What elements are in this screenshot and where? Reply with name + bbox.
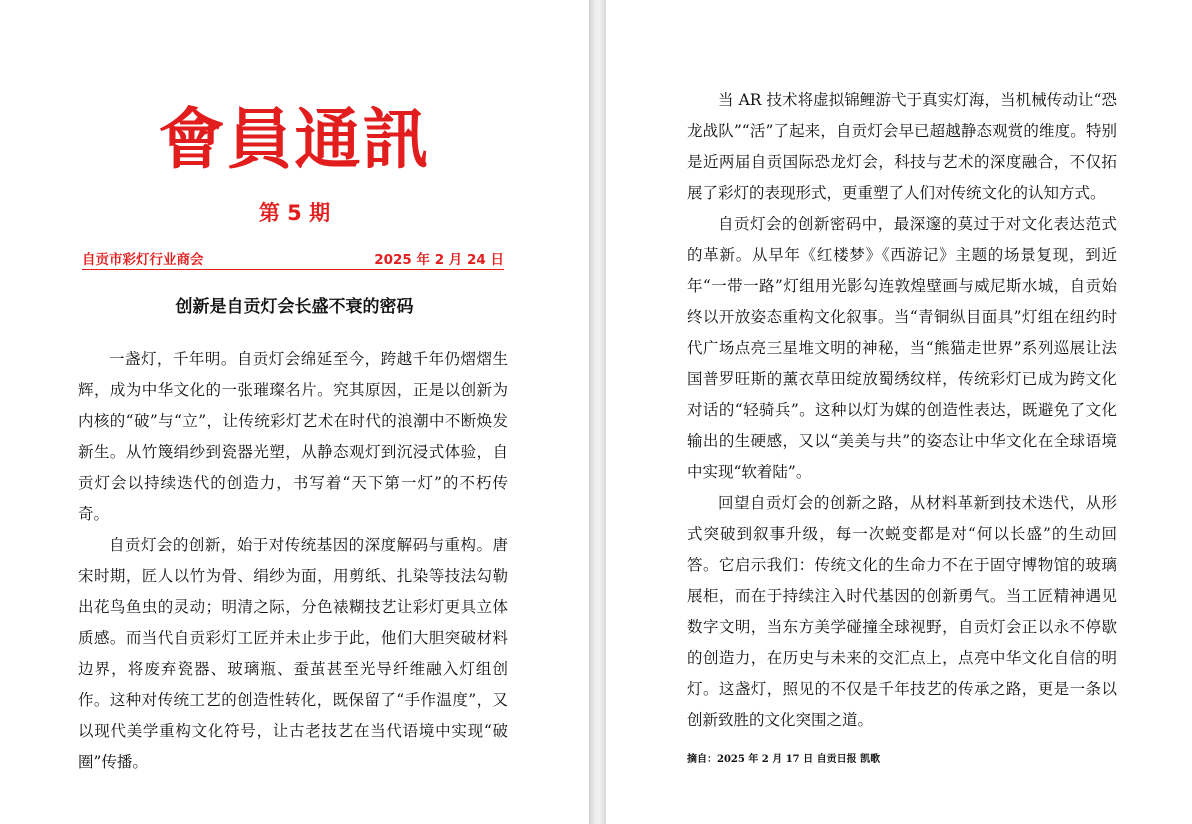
page-gutter [589,0,606,824]
article-title: 创新是自贡灯会长盛不衰的密码 [175,297,414,317]
issue-number: 第 5 期 [258,201,331,225]
organization-name: 自贡市彩灯行业商会 [82,252,204,268]
article-paragraph-4: 自贡灯会的创新密码中，最深邃的莫过于对文化表达范式的革新。从早年《红楼梦》《西游记》主题的场景复现，到近年“一带一路”灯组用光影勾连敦煌壁画与威尼斯水城，自贡始终以开放姿态重构文化叙事。当“青铜纵目面具”灯组在纽约时代广场点亮三星堆文明的神秘，当“熊猫走世界”系列巡展让法国普罗旺斯的薰衣草田绽放蜀绣纹样，传统彩灯已成为跨文化对话的“轻骑兵”。这种以灯为媒的创造性表达，既避免了文化输出的生硬感，又以“美美与共”的姿态让中华文化在全球语境中实现“软着陆”。 [687,215,1117,481]
article-paragraph-2: 自贡灯会的创新，始于对传统基因的深度解码与重构。唐宋时期，匠人以竹为骨、绢纱为面，用剪纸、扎染等技法勾勒出花鸟鱼虫的灵动；明清之际，分色裱糊技艺让彩灯更具立体质感。而当代自贡彩灯工匠并未止步于此，他们大胆突破材料边界，将废弃瓷器、玻璃瓶、蚕茧甚至光导纤维融入灯组创作。这种对传统工艺的创造性转化，既保留了“手作温度”，又以现代美学重构文化符号，让古老技艺在当代语境中实现“破圈”传播。 [78,536,508,771]
masthead-meta-line [82,251,504,270]
publication-date: 2025 年 2 月 24 日 [374,252,504,268]
left-column-text [78,344,508,778]
article-paragraph-1: 一盏灯，千年明。自贡灯会绵延至今，跨越千年仍熠熠生辉，成为中华文化的一张璀璨名片。究其原因，正是以创新为内核的“破”与“立”，让传统彩灯艺术在时代的浪潮中不断焕发新生。从竹篾绢纱到瓷器光塑，从静态观灯到沉浸式体验，自贡灯会以持续迭代的创造力，书写着“天下第一灯”的不朽传奇。 [78,350,508,523]
article-paragraph-5: 回望自贡灯会的创新之路，从材料革新到技术迭代，从形式突破到叙事升级，每一次蜕变都是对“何以长盛”的生动回答。它启示我们：传统文化的生命力不在于固守博物馆的玻璃展柜，而在于持续注入时代基因的创新勇气。当工匠精神遇见数字文明，当东方美学碰撞全球视野，自贡灯会正以永不停歇的创造力，在历史与未来的交汇点上，点亮中华文化自信的明灯。这盏灯，照见的不仅是千年技艺的传承之路，更是一条以创新致胜的文化突围之道。 [687,494,1117,729]
newsletter-title: 會員通訊 [158,101,431,178]
article-source: 摘自：2025 年 2 月 17 日 自贡日报 凯歌 [687,754,881,765]
right-column-text [687,85,1117,736]
article-paragraph-3: 当 AR 技术将虚拟锦鲤游弋于真实灯海，当机械传动让“恐龙战队”“活”了起来，自贡灯会早已超越静态观赏的维度。特别是近两届自贡国际恐龙灯会，科技与艺术的深度融合，不仅拓展了彩灯的表现形式，更重塑了人们对传统文化的认知方式。 [687,91,1117,202]
